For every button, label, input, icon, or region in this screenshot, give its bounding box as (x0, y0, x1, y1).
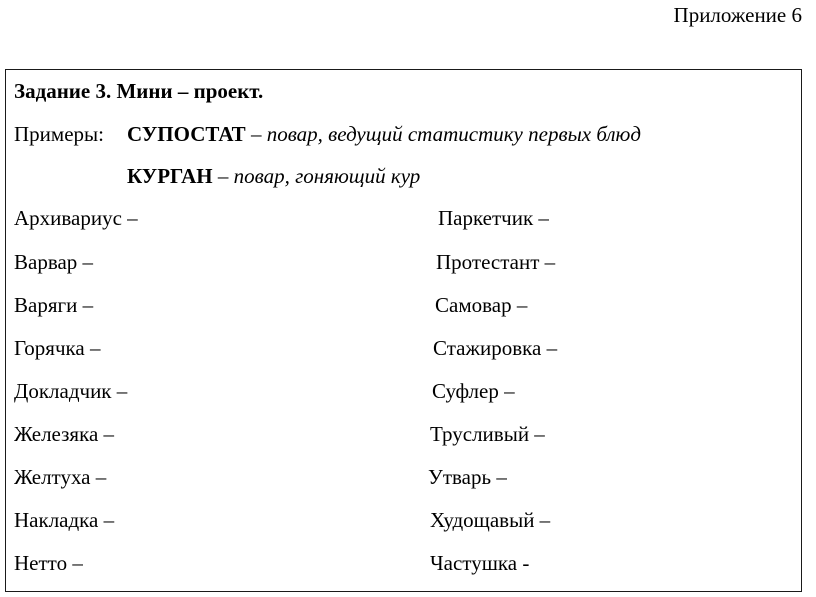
example-1 (127, 124, 641, 145)
task-frame (5, 69, 802, 592)
example-definition: повар, ведущий статистику первых блюд (266, 122, 641, 146)
examples-label: Примеры: (14, 122, 104, 146)
example-definition: повар, гоняющий кур (233, 164, 421, 188)
word-right-9: Частушка - (430, 551, 530, 575)
word-left-4: Горячка – (14, 336, 101, 360)
example-dash: – (212, 164, 234, 188)
example-dash: – (245, 122, 267, 146)
word-left-5: Докладчик – (14, 379, 128, 403)
word-right-4: Стажировка – (433, 336, 558, 360)
word-left-2: Варвар – (14, 250, 94, 274)
word-right-8: Худощавый – (430, 508, 551, 532)
word-right-1: Паркетчик – (438, 206, 549, 230)
appendix-label: Приложение 6 (673, 3, 802, 27)
word-left-1: Архивариус – (14, 206, 138, 230)
word-left-8: Накладка – (14, 508, 115, 532)
word-right-2: Протестант – (436, 250, 556, 274)
example-2 (127, 166, 420, 187)
word-right-7: Утварь – (428, 465, 507, 489)
example-word: КУРГАН (127, 164, 213, 188)
word-left-3: Варяги – (14, 293, 94, 317)
task-title: Задание 3. Мини – проект. (14, 79, 264, 103)
example-word: СУПОСТАТ (127, 122, 246, 146)
word-right-6: Трусливый – (430, 422, 545, 446)
word-right-3: Самовар – (435, 293, 528, 317)
word-left-6: Железяка – (14, 422, 115, 446)
word-left-7: Желтуха – (14, 465, 107, 489)
word-right-5: Суфлер – (432, 379, 515, 403)
word-left-9: Нетто – (14, 551, 83, 575)
